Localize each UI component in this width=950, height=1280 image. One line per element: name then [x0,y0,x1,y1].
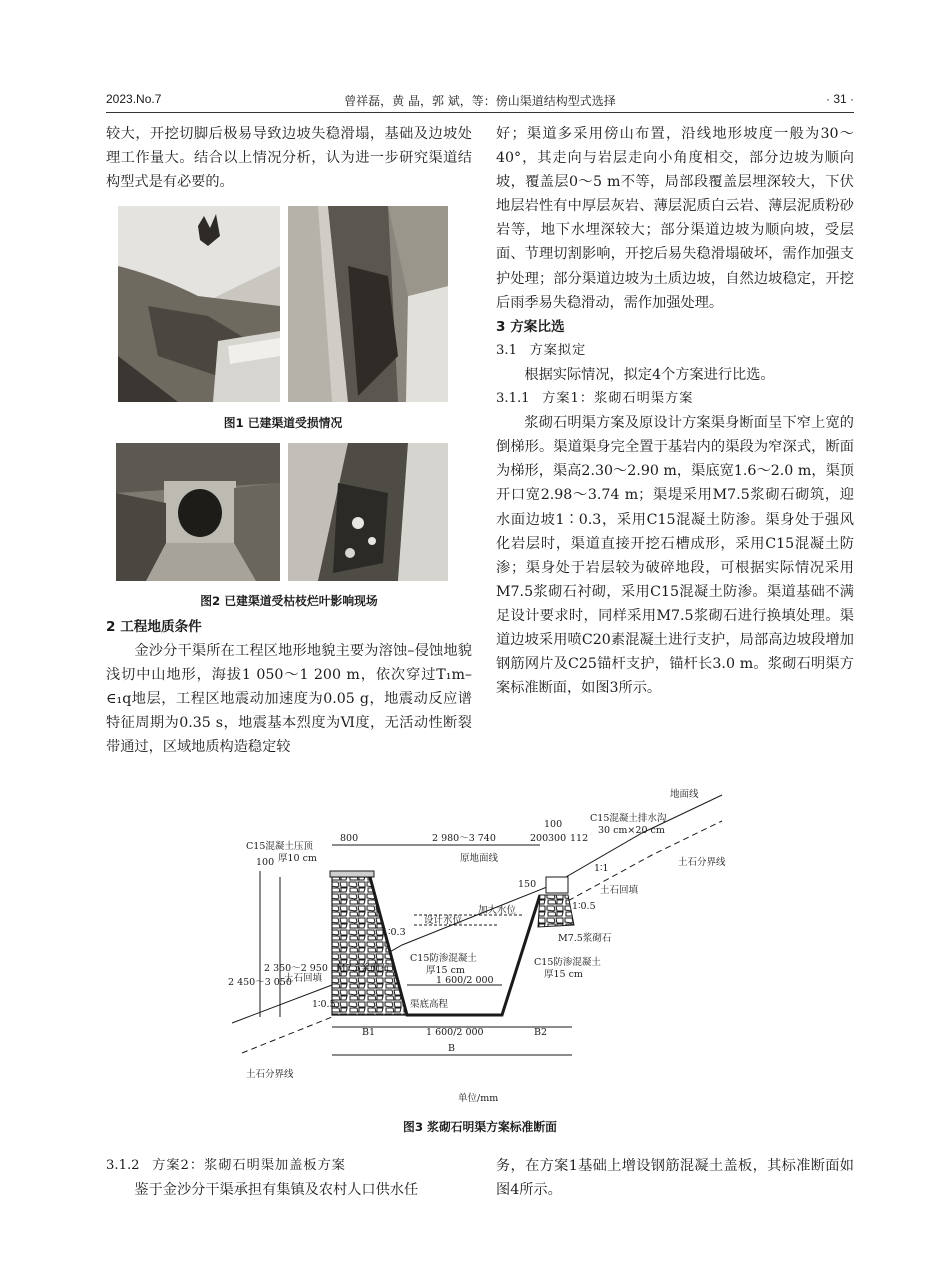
label-slope-right-a: 1∶0.5 [572,901,596,912]
label-B-mid: 1 600/2 000 [426,1027,484,1038]
leaves-in-canal-photo [288,443,448,581]
fig1-photo-right [288,206,448,402]
canal-damage-photo [288,206,448,402]
fig1-caption: 图1 已建渠道受损情况 [223,416,343,430]
label-drain-size: 30 cm×20 cm [598,825,665,836]
section-3-1-2-label: 方案2：浆砌石明渠加盖板方案 [152,1158,346,1173]
culvert-photo [116,443,280,581]
label-max-wl: 加大水位 [478,905,517,916]
drainage-ditch [546,877,568,893]
section-3-1-2-continued [496,1154,854,1202]
page-number: · 31 · [825,92,854,106]
section-3-1-2-paragraph: 鉴于金沙分干渠承担有集镇及农村人口供水任 [134,1182,419,1199]
section-2-heading: 2 工程地质条件 [106,619,202,635]
left-masonry-embankment [332,877,407,1015]
label-h-outer: 2 450～3 050 [228,977,292,988]
label-w-150: 150 [518,879,537,890]
section-3-1-1-heading [496,387,854,411]
label-ground-line: 地面线 [670,789,699,800]
c15-capping [330,871,374,877]
label-w-300: 300 [548,833,567,844]
slope-damage-photo [118,206,280,402]
label-B2: B2 [534,1027,548,1038]
label-w-bottom-inner: 1 600/2 000 [436,975,494,986]
label-soil-rock-right: 土石分界线 [678,857,726,868]
running-header [106,92,854,113]
label-design-wl: 设计水位 [424,915,463,926]
label-cap-thick: 厚10 cm [278,853,317,864]
section-3-1-2-continued-paragraph: 务，在方案1基础上增设钢筋混凝土盖板，其标准断面如图4所示。 [496,1158,854,1198]
label-w-112: 112 [570,833,589,844]
label-w-800: 800 [340,833,359,844]
label-h-top: 100 [256,857,275,868]
label-slope-right-b: 1∶1 [594,863,609,874]
fig2-photo-right [288,443,448,581]
label-bottom-elev: 渠底高程 [410,999,449,1010]
label-lining-right-thick: 厚15 cm [544,969,583,980]
right-masonry [538,895,574,927]
right-column [496,122,854,700]
label-lining-left-thick: 厚15 cm [426,965,465,976]
fig2-photo-left [116,443,280,581]
section-3-1-2-number: 3.1.2 [106,1158,140,1173]
issue-number: 2023.No.7 [106,92,162,106]
label-lining-left: C15防渗混凝土 [410,953,477,964]
label-masonry-right: M7.5浆砌石 [558,933,612,944]
label-w-open: 2 980～3 740 [432,833,496,844]
section-3-1-2-heading [106,1154,472,1178]
section-3-1-paragraph: 根据实际情况，拟定4个方案进行比选。 [524,366,775,383]
label-lining-right: C15防渗混凝土 [534,957,601,968]
fig1-photo-left [118,206,280,402]
label-unit: 单位/mm [458,1093,499,1104]
article-authors-title: 曾祥磊，黄 晶，郭 斌，等：傍山渠道结构型式选择 [344,94,616,108]
geology-paragraph: 好；渠道多采用傍山布置，沿线地形坡度一般为30～40°，其走向与岩层走向小角度相交，部分边坡为顺向坡，覆盖层0～5 m不等，局部段覆盖层埋深较大，下伏地层岩性有中厚层灰岩、薄层泥质白云岩、薄层泥质粉砂岩等，地下水埋深较大；部分渠道边坡为顺向坡，受层面、节理切割影响，开挖后易失稳滑塌破坏，需作加强支护处理；部分渠道边坡为土质边坡，自然边坡稳定，开挖后雨季易失稳滑动，需作加强处理。 [496,126,854,311]
label-soil-rock-left: 土石分界线 [246,1069,294,1080]
left-column [106,122,472,194]
section-3-1-1-paragraph: 浆砌石明渠方案及原设计方案渠身断面呈下窄上宽的倒梯形。渠道渠身完全置于基岩内的渠段为窄深式，断面为梯形，渠高2.30～2.90 m，渠底宽1.6～2.0 m，渠顶开口宽2.98～3.74 m；渠堤采用M7.5浆砌石砌筑，迎水面边坡1∶0.3，采用C15混凝土防渗。渠身处于强风化岩层时，渠道直接开挖石槽成形，采用C15混凝土防渗；渠身处于岩层较为破碎地段，可根据实际情况采用M7.5浆砌石衬砌，采用C15混凝土防渗。渠道基础不满足设计要求时，同样采用M7.5浆砌石进行换填处理。渠道边坡采用喷C20素混凝土进行支护，局部高边坡段增加钢筋网片及C25锚杆支护，锚杆长3.0 m。浆砌石明渠方案标准断面，如图3所示。 [496,415,854,697]
fig2-caption: 图2 已建渠道受枯枝烂叶影响现场 [200,594,378,608]
section-3-1-label: 方案拟定 [529,342,587,358]
label-slope-outer-left: 1∶0.5 [312,999,336,1010]
fig3-caption: 图3 浆砌石明渠方案标准断面 [403,1120,557,1134]
label-B: B [448,1043,455,1054]
section-3-1-number: 3.1 [496,342,517,358]
label-fill-right: 土石回填 [600,885,639,896]
fig3-cross-section [222,785,752,1105]
section-3-1-2 [106,1154,472,1202]
section-3-1-heading [496,339,854,363]
label-orig-ground: 原地面线 [460,853,499,864]
soil-rock-boundary-left [242,1017,332,1053]
label-h-inner: 2 350～2 950 [264,963,328,974]
section-2 [106,615,472,760]
section-3-1-1-label: 方案1：浆砌石明渠方案 [542,391,694,407]
label-w-100: 100 [544,819,563,830]
label-cap: C15混凝土压顶 [246,841,313,852]
label-B1: B1 [362,1027,376,1038]
label-drain: C15混凝土排水沟 [590,813,667,824]
section-3-heading: 3 方案比选 [496,318,565,335]
label-w-200: 200 [530,833,549,844]
label-masonry-left: M7.5浆砌石 [336,963,390,974]
section-2-paragraph: 金沙分干渠所在工程区地形地貌主要为溶蚀–侵蚀地貌浅切中山地形，海拔1 050～1 200 m，依次穿过T₁m–∈₁q地层，工程区地震动加速度为0.05 g，地震动反应谱特征周期为0.35 s，地震基本烈度为Ⅵ度，无活动性断裂带通过，区域地质构造稳定较 [106,643,472,756]
intro-paragraph: 较大，开挖切脚后极易导致边坡失稳滑塌，基础及边坡处理工作量大。结合以上情况分析，认为进一步研究渠道结构型式是有必要的。 [106,126,472,191]
label-slope-inner: 1∶0.3 [382,927,406,938]
section-3-1-1-number: 3.1.1 [496,391,530,407]
label-fill-left: 土石回填 [284,973,323,984]
